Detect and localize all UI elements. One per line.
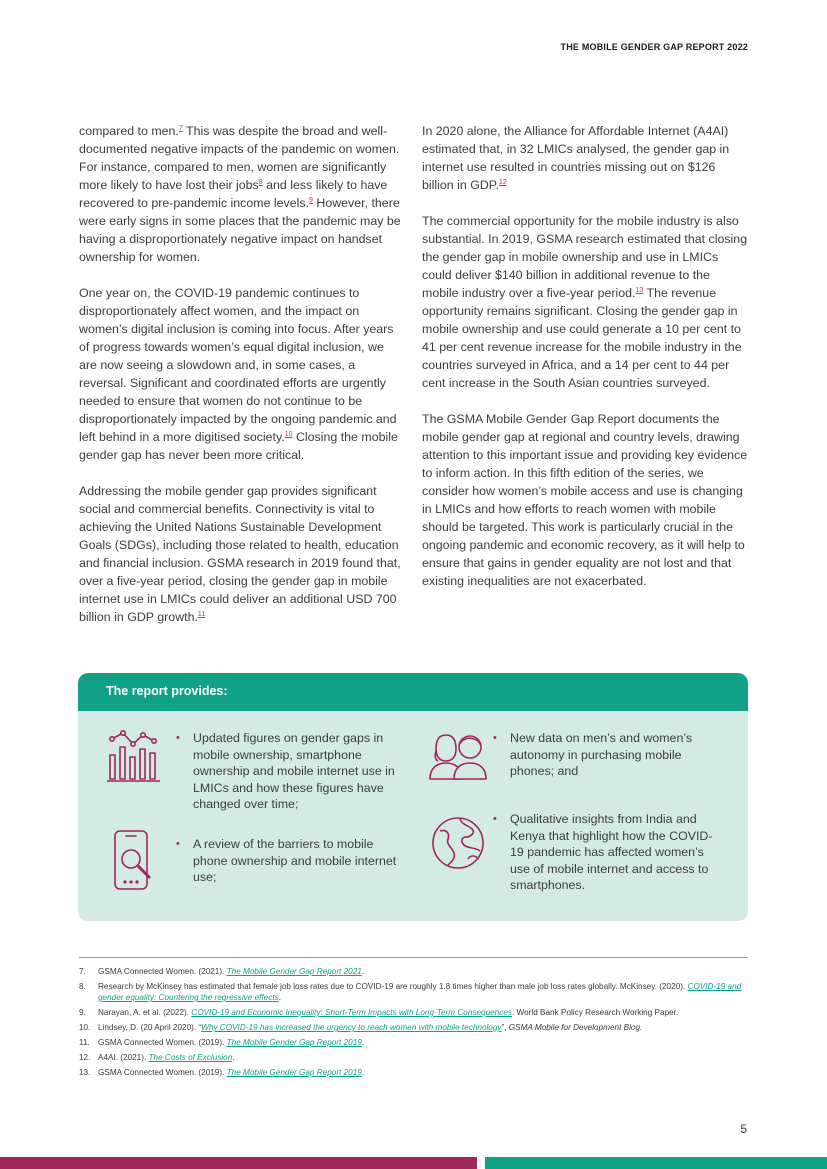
right-paragraph-3: The GSMA Mobile Gender Gap Report documents the mobile gender gap at regional and country levels, drawing attention to this important issue and providing key evidence to inform action. In this fifth edition of the series, we consider how women’s mobile access and use is changing in LMICs and how efforts to reach women with mobile should be targeted. This work is particularly crucial in the ongoing pandemic and economic recovery, as it will help to ensure that gains in gender equality are not lost and that existing inequalities are not exacerbated. [422,412,748,588]
right-paragraph-2: The commercial opportunity for the mobile industry is also substantial. In 2019, GSMA research estimated that closing the gender gap in mobile ownership and use in LMICs could deliver $140 billion in additional revenue to the mobile industry over a five-year period.$^{13}$ The revenue opportunity remains significant. Closing the gender gap in mobile ownership and use could generate a 10 per cent to 41 per cent revenue increase for the mobile industry in the countries surveyed in Africa, and a 14 per cent to 44 per cent increase in the South Asian countries surveyed. [422,214,748,390]
phone-search-icon [111,829,161,893]
footnotes-list [79,966,748,1082]
right-text-column [422,122,748,608]
footnote-ref-8[interactable]: 8 [258,178,263,186]
bullet: • [493,813,497,825]
footnote-7: 7. GSMA Connected Women. (2021). The Mobile Gender Gap Report 2021. [79,967,365,976]
bullet: • [493,732,497,744]
footnote-ref-7[interactable]: 7 [178,124,183,132]
report-item-4: • Qualitative insights from India and Kenya that highlight how the COVID-19 pandemic has affected women’s use of mobile internet and access to smartphones. [493,812,713,892]
running-header-title: THE MOBILE GENDER GAP REPORT 2022 [560,42,748,52]
report-item-2: • A review of the barriers to mobile phone ownership and mobile internet use; [176,837,397,884]
footnote-10: 10. Lindsey, D. (20 April 2020). “Why COVID-19 has increased the urgency to reach women with mobile technology”, GSMA Mobile for Development Blog. [79,1023,643,1032]
footnote-link[interactable]: The Costs of Exclusion [148,1053,233,1062]
left-paragraph-2: One year on, the COVID-19 pandemic continues to disproportionately affect women, and the impact on women’s digital inclusion is coming into focus. After years of progress towards women’s equal digital inclusion, we are now seeing a slowdown and, in some cases, a reversal. Significant and coordinated efforts are urgently needed to ensure that women do not continue to be disproportionately impacted by the ongoing pandemic and left behind in a more digitised society.$^{10}$ Closing the mobile gender gap has never been more critical. [79,286,398,462]
right-paragraph-1: In 2020 alone, the Alliance for Affordable Internet (A4AI) estimated that, in 32 LMICs analysed, the gender gap in internet use resulted in countries missing out on $126 billion in GDP.$^{12}$ [422,124,730,192]
report-provides-box [78,673,748,921]
globe-icon [430,815,486,871]
footnote-ref-13[interactable]: 13 [635,286,644,294]
footnote-11: 11. GSMA Connected Women. (2019). The Mobile Gender Gap Report 2019. [79,1038,365,1047]
bullet: • [176,732,180,744]
footnote-ref-12[interactable]: 12 [498,178,507,186]
people-icon [424,727,492,785]
left-paragraph-1: compared to men.$^7$ This was despite the broad and well-documented negative impacts of the pandemic on women. For instance, compared to men, women are significantly more likely to have lost their jobs$^8$ and less likely to have recovered to pre-pandemic income levels.$^9$ However, there were early signs in some places that the pandemic may be having a disproportionately negative impact on handset ownership for women. [79,124,401,264]
footnote-link[interactable]: The Mobile Gender Gap Report 2019 [226,1038,362,1047]
left-paragraph-3: Addressing the mobile gender gap provides significant social and commercial benefits. Connectivity is vital to achieving the United Nations Sustainable Development Goals (SDGs), including those related to health, education and financial inclusion. GSMA research in 2019 found that, over a five-year period, closing the gender gap in mobile internet use in LMICs could deliver an additional USD 700 billion in GDP growth.$^{11}$ [79,484,401,624]
footnote-link[interactable]: COVID-19 and gender equality: Countering the regressive effects [98,982,742,1002]
footnote-divider [79,957,748,958]
footnote-13: 13. GSMA Connected Women. (2019). The Mobile Gender Gap Report 2019. [79,1068,365,1077]
footnote-link[interactable]: Why COVID-19 has increased the urgency to reach women with mobile technology [201,1023,502,1032]
footer-bar-magenta [0,1157,477,1169]
footer-bar-teal [485,1157,827,1169]
bar-chart-icon [106,727,164,785]
footnote-link[interactable]: COVID-19 and Economic Inequality: Short-Term Impacts with Long-Term Consequences [191,1008,512,1017]
footnote-link[interactable]: The Mobile Gender Gap Report 2021 [226,967,362,976]
page-number: 5 [740,1122,747,1136]
report-provides-title: The report provides: [78,673,748,711]
footnote-link[interactable]: The Mobile Gender Gap Report 2019 [226,1068,362,1077]
left-text-column [79,122,405,644]
report-item-1: • Updated figures on gender gaps in mobile ownership, smartphone ownership and mobile internet use in LMICs and how these figures have changed over time; [176,731,395,811]
footnote-ref-9[interactable]: 9 [309,196,313,204]
footnote-8: 8. Research by McKinsey has estimated that female job loss rates due to COVID-19 are roughly 1.8 times higher than male job loss rates globally. McKinsey. (2020). COVID-19 and gender equality: Countering the regressive effects. [79,982,742,1002]
report-item-3: • New data on men’s and women’s autonomy in purchasing mobile phones; and [493,731,693,778]
footnote-9: 9. Narayan, A. et al. (2022). COVID-19 and Economic Inequality: Short-Term Impacts with Long-Term Consequences. World Bank Policy Research Working Paper. [79,1008,679,1017]
footnote-12: 12. A4AI. (2021). The Costs of Exclusion. [79,1053,235,1062]
bullet: • [176,838,180,850]
footnote-ref-11[interactable]: 11 [197,610,206,618]
footnote-ref-10[interactable]: 10 [284,430,293,438]
